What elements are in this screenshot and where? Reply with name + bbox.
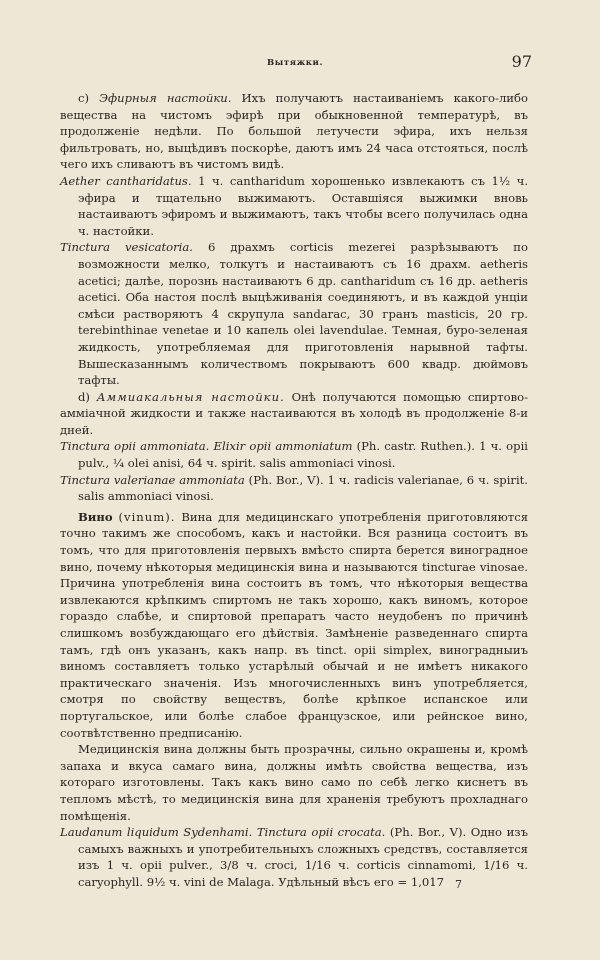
recipe-text: 6 драхмъ corticis mezerei разрѣзываютъ по возможности мелко, толкутъ и настаиваютъ съ 16 драхм. aetheris acetici; далѣе, порознь настаиваютъ 6 др. cantharidum съ 16 др. aetheris acetici. Оба настоя послѣ выцѣживанія соединяютъ, и въ каждой унціи смѣси растворяютъ 4 скрупула sandarac, 30 гранъ masticis, 20 гр. terebinthinae venetae и 10 капель olei lavendulae. Темная, буро-зеленая жидкость, употребляемая для приготовленія нарывной тафты. Вышесказаннымъ количествомъ покрываютъ 600 квадр. дюймовъ тафты. [78,240,529,388]
section-label: d) [78,389,90,404]
paragraph-text: Ихъ получаютъ настаиваніемъ какого-либо вещества на чистомъ эфирѣ при обыкновенной температурѣ, въ продолженіе недѣли. По большой летучести эфира, ихъ нельзя фильтровать, но, выцѣдивъ поскорѣе, даютъ имъ 24 часа отстояться, послѣ чего ихъ сливаютъ въ чистомъ видѣ. [60,91,528,172]
paragraph-wine [60,509,528,741]
recipe-text: (Ph. Bor., V). Одно изъ самыхъ важныхъ и употребительныхъ сложныхъ средствъ, составляется изъ 1 ч. opii pulver., 3/8 ч. croci, 1/16 ч. corticis cinnamomi, 1/16 ч. caryophyll. 9½ ч. vini de Malaga. Удѣльный вѣсъ его = 1,017 [78,825,528,889]
recipe-aether-cantharidatus [60,173,528,239]
section-heading: Аммиакальныя настойки. [96,389,285,404]
recipe-tinctura-opii-ammoniata [60,438,528,471]
recipe-heading: Tinctura valerianae ammoniata [60,472,245,487]
recipe-heading: Tinctura vesicatoria. [60,240,193,255]
recipe-text: (Ph. castr. Ruthen.). 1 ч. opii pulv., ¼ olei anisi, 64 ч. spirit. salis ammoniaci vinosi. [78,439,528,471]
section-heading: Вино [78,509,113,524]
section-heading: Эфирныя настойки. [99,91,232,105]
recipe-tinctura-valerianae [60,472,528,505]
recipe-heading: Aether cantharidatus. [60,173,192,188]
page-number: 97 [511,52,532,71]
page-header [60,52,530,74]
body-text [60,90,528,891]
paragraph-wine-properties [60,741,528,824]
paragraph-ammonia-tinctures [60,389,528,439]
paragraph-text: Вина для медицинскаго употребленія приготовляются точно такимъ же способомъ, какъ и настойки. Вся разница состоитъ въ томъ, что для приготовленія первыхъ вмѣсто спирта берется виноградное вино, почему нѣкоторыя медицинскія вина и называются tincturae vinosae. Причина употребленія вина состоитъ въ томъ, что нѣкоторыя вещества извлекаются крѣпкимъ спиртомъ не такъ хорошо, какъ виномъ, которое гораздо слабѣе, и спиртовой препаратъ часто неудобенъ по причинѣ слишкомъ возбуждающаго его дѣйствія. Замѣненіе разведеннаго спирта тамъ, гдѣ онъ указанъ, какъ напр. въ tinct. opii simplex, виноградныиъ виномъ составляетъ только устарѣлый обычай и не имѣетъ никакого практическаго значенія. Изъ многочисленныхъ винъ употребляется, смотря по свойству веществъ, болѣе крѣпкое испанское или португальское, или болѣе слабое французское, или рейнское вино, соотвѣтственно предписанію. [60,509,529,740]
recipe-heading: Laudanum liquidum Sydenhami. Tinctura opii crocata. [60,825,386,840]
section-heading-latin: (vinum). [118,509,176,524]
recipe-text: (Ph. Bor., V). 1 ч. radicis valerianae, 6 ч. spirit. salis ammoniaci vinosi. [78,472,528,504]
paragraph-ether-tinctures [60,90,528,173]
recipe-text: 1 ч. cantharidum хорошенько извлекаютъ съ 1½ ч. эфира и тщательно выжимаютъ. Оставшіяся выжимки вновь настаиваютъ эфиромъ и выжимаютъ, такъ чтобы всего получилась одна ч. настойки. [78,173,529,238]
signature-mark: 7 [455,878,462,891]
paragraph-text: Онѣ получаются помощью спиртово-аммiачной жидкости и также настаиваются въ холодѣ въ продолженіе 8-и дней. [60,389,529,437]
recipe-heading: Tinctura opii ammoniata. Elixir opii ammoniatum [60,439,353,454]
recipe-tinctura-vesicatoria [60,239,528,388]
running-title: Вытяжки. [266,58,324,68]
section-label: c) [78,91,90,105]
paragraph-text: Медицинскія вина должны быть прозрачны, сильно окрашены и, кромѣ запаха и вкуса самаго вина, должны имѣть свойства вещества, изъ котораго изготовлены. Такъ какъ вино само по себѣ легко киснетъ въ тепломъ мѣстѣ, то медицинскія вина для храненія требуютъ прохладнаго помѣщенія. [60,742,528,823]
